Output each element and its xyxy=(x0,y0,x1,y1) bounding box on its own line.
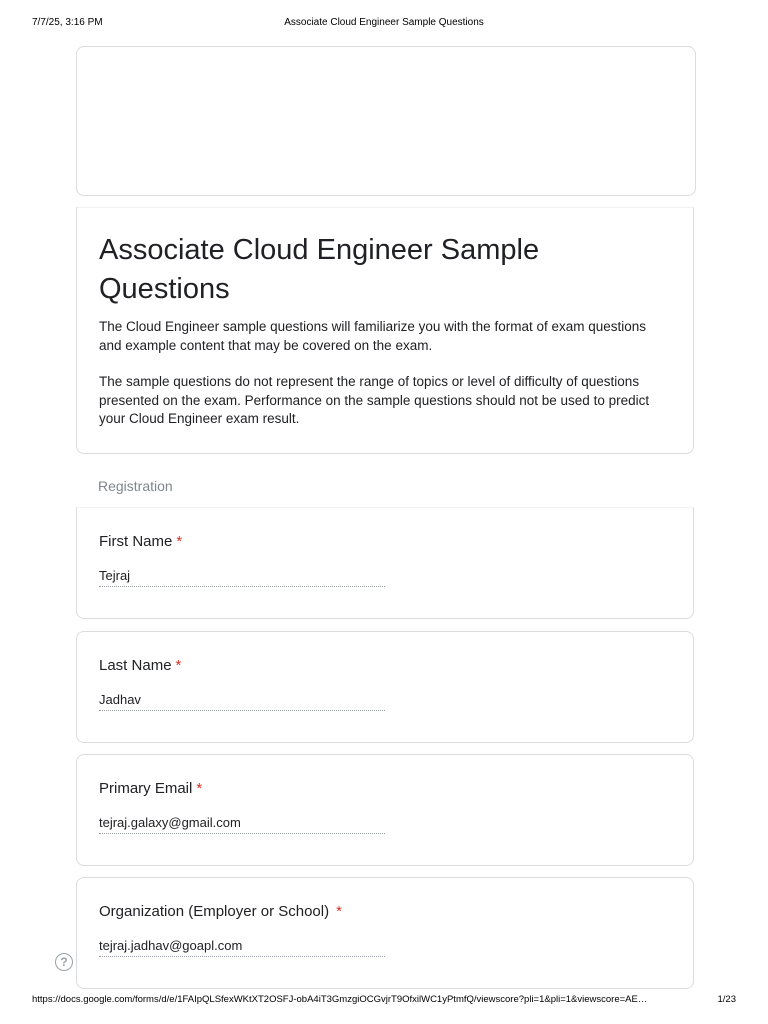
required-asterisk: * xyxy=(176,533,183,550)
form-description-1: The Cloud Engineer sample questions will familiarize you with the format of exam questions and example content that may be covered on the exam. xyxy=(99,319,647,353)
required-asterisk: * xyxy=(175,657,182,674)
print-datetime: 7/7/25, 3:16 PM xyxy=(32,17,103,28)
first-name-field[interactable]: Tejraj xyxy=(99,567,385,587)
question-label-text: Primary Email xyxy=(99,780,193,797)
print-header xyxy=(32,17,736,31)
help-icon[interactable]: ? xyxy=(55,953,73,971)
section-title-registration: Registration xyxy=(98,478,173,494)
print-doc-title: Associate Cloud Engineer Sample Questions xyxy=(284,17,484,28)
question-last-name xyxy=(76,631,694,743)
question-label xyxy=(99,533,182,550)
question-label xyxy=(99,780,202,797)
form-description-2: The sample questions do not represent the range of topics or level of difficulty of questions presented on the exam. Performance on the sample questions should not be used to predict your Cloud Engineer exam result. xyxy=(99,374,650,426)
print-footer xyxy=(32,994,736,1008)
question-label xyxy=(99,903,342,920)
required-asterisk: * xyxy=(336,903,342,920)
print-page-number: 1/23 xyxy=(717,994,736,1005)
question-label-text: Last Name xyxy=(99,657,172,674)
question-label-text: First Name xyxy=(99,533,173,550)
last-name-field[interactable]: Jadhav xyxy=(99,691,385,711)
question-organization xyxy=(76,877,694,989)
form-title: Associate Cloud Engineer Sample Questions xyxy=(99,234,540,305)
primary-email-field[interactable]: tejraj.galaxy@gmail.com xyxy=(99,814,385,834)
form-title-card xyxy=(76,207,694,454)
print-url: https://docs.google.com/forms/d/e/1FAIpQLSfexWKtXT2OSFJ-obA4iT3GmzgiOCGvjrT9OfxilWC1yPtmfQ/viewscore?pli=1&pli=1&viewscore=AE… xyxy=(32,994,648,1005)
organization-field[interactable]: tejraj.jadhav@goapl.com xyxy=(99,937,385,957)
question-primary-email xyxy=(76,754,694,866)
question-label xyxy=(99,657,181,674)
required-asterisk: * xyxy=(196,780,203,797)
form-banner xyxy=(76,46,696,196)
question-label-text: Organization (Employer or School) xyxy=(99,903,330,920)
question-first-name xyxy=(76,507,694,619)
